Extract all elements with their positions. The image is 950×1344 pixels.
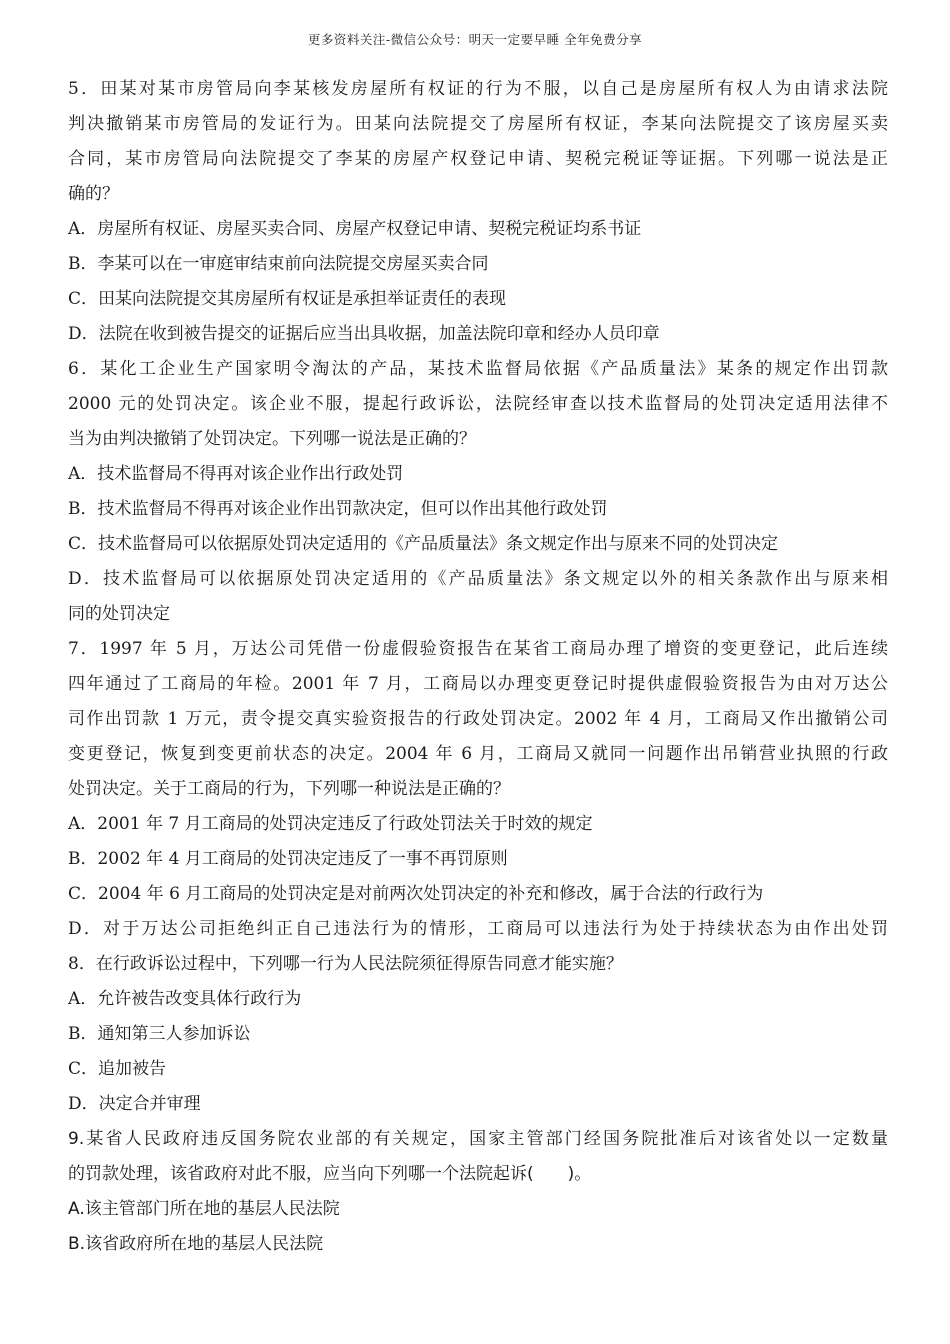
question-7: [68, 632, 888, 947]
question-5-text-line: 合同，某市房管局向法院提交了李某的房屋产权登记申请、契税完税证等证据。下列哪一说法是正: [68, 149, 888, 169]
question-5-option-c: C．田某向法院提交其房屋所有权证是承担举证责任的表现: [68, 289, 507, 309]
question-5-option-d: D．法院在收到被告提交的证据后应当出具收据，加盖法院印章和经办人员印章: [68, 324, 660, 344]
page-header: 更多资料关注-微信公众号：明天一定要早睡 全年免费分享: [307, 32, 643, 47]
question-7-option-c: C．2004 年 6 月工商局的处罚决定是对前两次处罚决定的补充和修改，属于合法的行政行为: [68, 884, 764, 904]
question-9-option-b: B.该省政府所在地的基层人民法院: [68, 1234, 324, 1254]
question-7-text-line: 处罚决定。关于工商局的行为，下列哪一种说法是正确的？: [68, 779, 510, 799]
question-8-text-line: 8．在行政诉讼过程中，下列哪一行为人民法院须征得原告同意才能实施？: [68, 954, 623, 974]
question-5-text-line: 确的？: [68, 184, 119, 204]
question-8: [68, 947, 888, 1122]
question-7-option-b: B．2002 年 4 月工商局的处罚决定违反了一事不再罚原则: [68, 849, 508, 869]
question-5-option-b: B．李某可以在一审庭审结束前向法院提交房屋买卖合同: [68, 254, 489, 274]
question-5: [68, 72, 888, 352]
question-9: [68, 1122, 888, 1262]
question-6-option-c: C．技术监督局可以依据原处罚决定适用的《产品质量法》条文规定作出与原来不同的处罚决定: [68, 534, 779, 554]
question-5-option-a: A．房屋所有权证、房屋买卖合同、房屋产权登记申请、契税完税证均系书证: [68, 219, 642, 239]
question-5-text-line: 判决撤销某市房管局的发证行为。田某向法院提交了房屋所有权证，李某向法院提交了该房屋买卖: [68, 114, 888, 134]
question-6-option-b: B．技术监督局不得再对该企业作出罚款决定，但可以作出其他行政处罚: [68, 499, 608, 519]
question-7-option-d: D．对于万达公司拒绝纠正自己违法行为的情形，工商局可以违法行为处于持续状态为由作出处罚: [68, 919, 888, 939]
question-9-option-a: A.该主管部门所在地的基层人民法院: [68, 1199, 340, 1219]
question-8-option-d: D．决定合并审理: [68, 1094, 201, 1114]
question-9-text-line: 9.某省人民政府违反国务院农业部的有关规定，国家主管部门经国务院批准后对该省处以一定数量: [68, 1129, 888, 1149]
question-9-text-line: 的罚款处理，该省政府对此不服，应当向下列哪一个法院起诉( )。: [68, 1164, 592, 1184]
question-6: [68, 352, 888, 632]
question-8-option-a: A．允许被告改变具体行政行为: [68, 989, 302, 1009]
question-6-option-d-continued: 同的处罚决定: [68, 604, 170, 624]
question-7-text-line: 变更登记，恢复到变更前状态的决定。2004 年 6 月，工商局又就同一问题作出吊销营业执照的行政: [68, 744, 888, 764]
question-7-text-line: 司作出罚款 1 万元，责令提交真实验资报告的行政处罚决定。2002 年 4 月，工商局又作出撤销公司: [68, 709, 888, 729]
question-8-option-c: C．追加被告: [68, 1059, 167, 1079]
question-6-text-line: 2000 元的处罚决定。该企业不服，提起行政诉讼，法院经审查以技术监督局的处罚决定适用法律不: [68, 394, 888, 414]
question-7-text-line: 四年通过了工商局的年检。2001 年 7 月，工商局以办理变更登记时提供虚假验资报告为由对万达公: [68, 674, 888, 694]
question-7-text-line: 7．1997 年 5 月，万达公司凭借一份虚假验资报告在某省工商局办理了增资的变更登记，此后连续: [68, 639, 888, 659]
question-6-text-line: 当为由判决撤销了处罚决定。下列哪一说法是正确的？: [68, 429, 476, 449]
question-8-option-b: B．通知第三人参加诉讼: [68, 1024, 251, 1044]
question-6-option-d: D．技术监督局可以依据原处罚决定适用的《产品质量法》条文规定以外的相关条款作出与原来相: [68, 569, 888, 589]
question-6-text-line: 6．某化工企业生产国家明令淘汰的产品，某技术监督局依据《产品质量法》某条的规定作出罚款: [68, 359, 888, 379]
question-6-option-a: A．技术监督局不得再对该企业作出行政处罚: [68, 464, 404, 484]
document-body: [68, 72, 888, 1262]
question-7-option-a: A．2001 年 7 月工商局的处罚决定违反了行政处罚法关于时效的规定: [68, 814, 593, 834]
question-5-text-line: 5．田某对某市房管局向李某核发房屋所有权证的行为不服，以自己是房屋所有权人为由请求法院: [68, 79, 888, 99]
